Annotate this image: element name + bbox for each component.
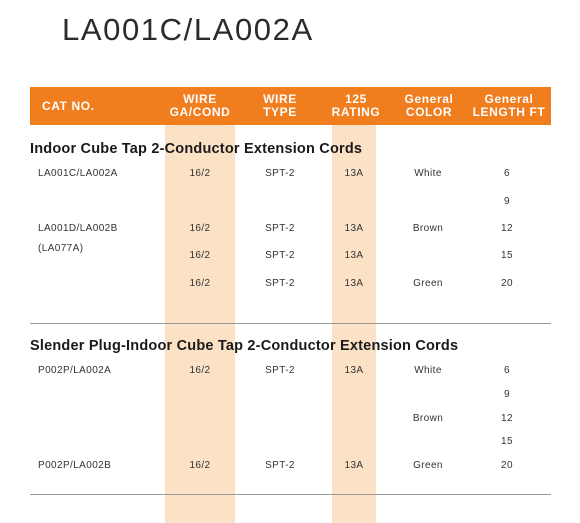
header-cat-no-label: CAT NO. [42, 98, 95, 113]
header-length-line1: General [484, 92, 534, 106]
header-wire-ga [165, 87, 235, 125]
section-divider [30, 323, 551, 324]
cat-no-cell: LA001C/LA002A [38, 168, 118, 179]
section-title-slender-plug: Slender Plug-Indoor Cube Tap 2-Conductor Extension Cords [30, 338, 459, 354]
length-cell: 9 [504, 389, 510, 400]
length-cell: 6 [504, 365, 510, 376]
cat-no-cell: (LA077A) [38, 243, 84, 254]
color-cell: Green [413, 278, 443, 289]
color-cell: Brown [412, 223, 444, 234]
rating-cell: 13A [344, 460, 364, 471]
wire-ga-cell: 16/2 [189, 365, 211, 376]
rating-cell: 13A [344, 278, 364, 289]
page-title: LA001C/LA002A [62, 12, 314, 47]
header-rating-line1: 125 [345, 92, 367, 106]
header-wire-type-line2: TYPE [263, 105, 297, 119]
header-color-line1: General [404, 92, 454, 106]
header-wire-ga-line1: WIRE [183, 92, 217, 106]
header-wire-type-line1: WIRE [263, 92, 297, 106]
header-color-line2: COLOR [405, 105, 453, 119]
length-cell: 15 [501, 250, 513, 261]
color-cell: Green [413, 460, 443, 471]
wire-type-cell: SPT-2 [265, 168, 295, 179]
color-cell: White [414, 365, 442, 376]
table-header [30, 87, 551, 125]
length-cell: 12 [501, 413, 513, 424]
rating-cell: 13A [344, 365, 364, 376]
wire-type-cell: SPT-2 [265, 278, 295, 289]
cat-no-cell: P002P/LA002A [38, 365, 112, 376]
length-cell: 20 [501, 460, 513, 471]
header-rating [328, 87, 384, 125]
rating-cell: 13A [344, 168, 364, 179]
table-bottom-rule [30, 494, 551, 495]
wire-ga-cell: 16/2 [189, 278, 211, 289]
length-cell: 20 [501, 278, 513, 289]
wire-ga-cell: 16/2 [189, 460, 211, 471]
wire-type-cell: SPT-2 [265, 365, 295, 376]
header-color [398, 87, 460, 125]
header-length-line2: LENGTH FT [472, 105, 546, 119]
header-cat-no [42, 87, 122, 125]
color-cell: Brown [412, 413, 444, 424]
wire-ga-cell: 16/2 [189, 223, 211, 234]
wire-type-cell: SPT-2 [265, 460, 295, 471]
length-cell: 12 [501, 223, 513, 234]
wire-type-cell: SPT-2 [265, 223, 295, 234]
rating-cell: 13A [344, 223, 364, 234]
length-cell: 15 [501, 436, 513, 447]
color-cell: White [414, 168, 442, 179]
section-title-indoor-cube-tap: Indoor Cube Tap 2-Conductor Extension Cords [30, 141, 363, 157]
wire-ga-cell: 16/2 [189, 250, 211, 261]
header-rating-line2: RATING [331, 105, 381, 119]
wire-type-cell: SPT-2 [265, 250, 295, 261]
cat-no-cell: P002P/LA002B [38, 460, 112, 471]
wire-ga-cell: 16/2 [189, 168, 211, 179]
header-length [467, 87, 551, 125]
header-wire-type [250, 87, 310, 125]
rating-cell: 13A [344, 250, 364, 261]
length-cell: 9 [504, 196, 510, 207]
length-cell: 6 [504, 168, 510, 179]
cat-no-cell: LA001D/LA002B [38, 223, 118, 234]
header-wire-ga-line2: GA/COND [169, 105, 231, 119]
